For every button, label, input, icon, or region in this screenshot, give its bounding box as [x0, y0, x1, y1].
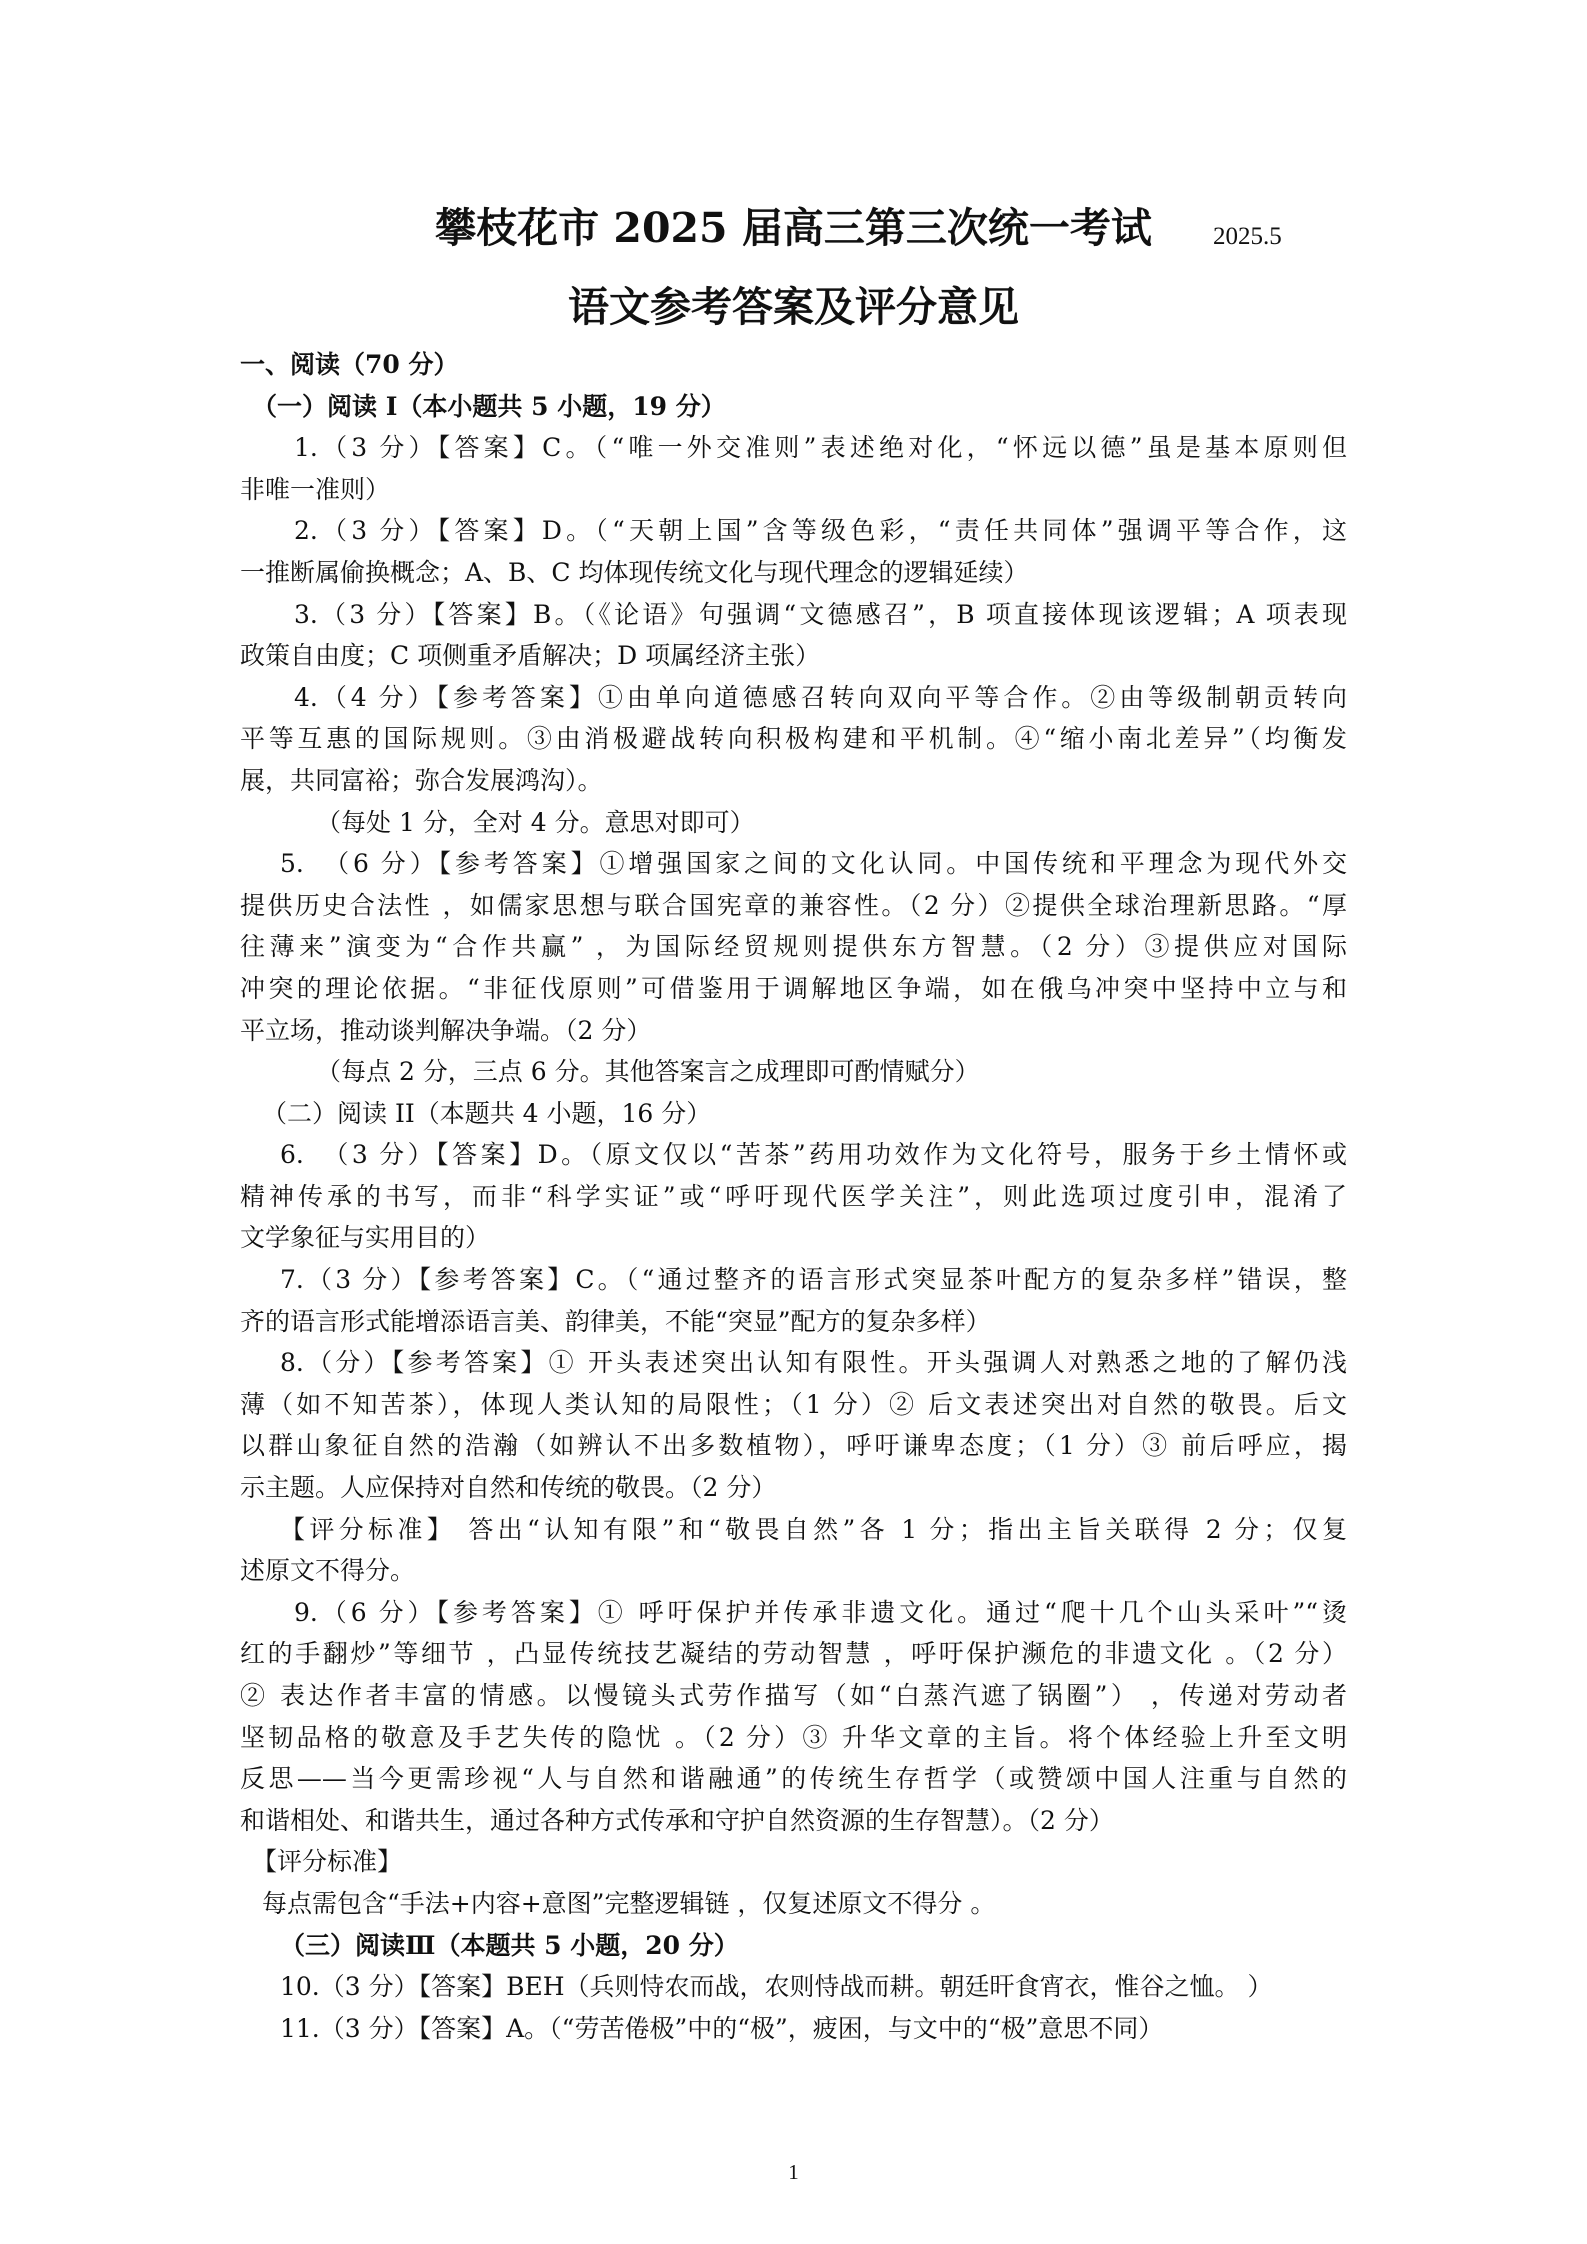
answer-line: 4.（4 分）【参考答案】①由单向道德感召转向双向平等合作。②由等级制朝贡转向 [294, 682, 1347, 712]
answer-line: 精神传承的书写，而非“科学实证”或“呼吁现代医学关注”，则此选项过度引申，混淆了 [240, 1181, 1347, 1211]
answer-line: 提供历史合法性 ，如儒家思想与联合国宪章的兼容性。（2 分）②提供全球治理新思路。“厚 [240, 890, 1347, 920]
subsection-heading-reading-3: （三）阅读Ⅲ（本题共 5 小题，20 分） [280, 1930, 739, 1960]
answer-line: 一推断属偷换概念；A、B、C 均体现传统文化与现代理念的逻辑延续） [240, 557, 1029, 587]
answer-line: 3.（3 分）【答案】B。（《论语》句强调“文德感召”，B 项直接体现该逻辑；A 项表现 [294, 599, 1347, 629]
answer-line: 示主题。人应保持对自然和传统的敬畏。（2 分） [240, 1473, 777, 1503]
answer-line: 8.（分）【参考答案】① 开头表述突出认知有限性。开头强调人对熟悉之地的了解仍浅 [280, 1348, 1347, 1378]
answer-line: 6. （3 分）【答案】D。（原文仅以“苦茶”药用功效作为文化符号，服务于乡土情怀或 [280, 1140, 1347, 1170]
answer-line: 10.（3 分）【答案】BEH（兵则恃农而战，农则恃战而耕。朝廷旰食宵衣，惟谷之恤。 ） [280, 1972, 1273, 2002]
answer-line: 7.（3 分）【参考答案】C。（“通过整齐的语言形式突显茶叶配方的复杂多样”错误，整 [280, 1265, 1347, 1295]
subsection-heading-reading-1: （一）阅读 I（本小题共 5 小题，19 分） [252, 391, 726, 421]
answer-line: 5. （6 分）【参考答案】①增强国家之间的文化认同。中国传统和平理念为现代外交 [280, 849, 1347, 879]
scoring-note: （每点 2 分，三点 6 分。其他答案言之成理即可酌情赋分） [316, 1057, 980, 1087]
answer-line: 坚韧品格的敬意及手艺失传的隐忧 。（2 分）③ 升华文章的主旨。将个体经验上升至文明 [240, 1722, 1347, 1752]
answer-line: 平立场，推动谈判解决争端。（2 分） [240, 1015, 652, 1045]
answer-line: 政策自由度；C 项侧重矛盾解决；D 项属经济主张） [240, 641, 821, 671]
page-number: 1 [788, 2160, 799, 2184]
answer-line: 以群山象征自然的浩瀚（如辨认不出多数植物），呼吁谦卑态度；（1 分）③ 前后呼应，揭 [240, 1431, 1347, 1461]
answer-line: 冲突的理论依据。“非征伐原则”可借鉴用于调解地区争端，如在俄乌冲突中坚持中立与和 [240, 973, 1347, 1003]
scoring-note: （每处 1 分，全对 4 分。意思对即可） [316, 807, 755, 837]
scoring-standard-heading: 【评分标准】 [252, 1847, 403, 1877]
answer-line: 9.（6 分）【参考答案】① 呼吁保护并传承非遗文化。通过“爬十几个山头采叶”“烫 [294, 1597, 1347, 1627]
answer-line: ② 表达作者丰富的情感。以慢镜头式劳作描写（如“白蒸汽遮了锅圈”） ，传递对劳动者 [240, 1681, 1347, 1710]
scoring-standard: 每点需包含“手法+内容+意图”完整逻辑链 ，仅复述原文不得分 。 [262, 1888, 996, 1918]
answer-content [240, 344, 1347, 2049]
answer-line: 薄（如不知苦茶），体现人类认知的局限性；（1 分）② 后文表述突出对自然的敬畏。后文 [240, 1389, 1347, 1419]
section-heading-reading: 一、阅读（70 分） [240, 350, 459, 379]
answer-line: 反思——当今更需珍视“人与自然和谐融通”的传统生存哲学（或赞颂中国人注重与自然的 [240, 1764, 1347, 1794]
answer-line: 往薄来”演变为“合作共赢” ，为国际经贸规则提供东方智慧。（2 分）③提供应对国际 [240, 932, 1347, 962]
answer-line: 平等互惠的国际规则。③由消极避战转向积极构建和平机制。④“缩小南北差异”（均衡发 [240, 724, 1347, 754]
answer-line: 1.（3 分）【答案】C。（“唯一外交准则”表述绝对化，“怀远以德”虽是基本原则但 [294, 433, 1347, 463]
answer-line: 展，共同富裕；弥合发展鸿沟）。 [240, 765, 603, 795]
answer-line: 11.（3 分）【答案】A。（“劳苦倦极”中的“极”，疲困，与文中的“极”意思不同） [280, 2013, 1164, 2043]
exam-title: 攀枝花市 2025 届高三第三次统一考试 [435, 204, 1152, 252]
document-subtitle: 语文参考答案及评分意见 [568, 283, 1019, 331]
scoring-standard: 【评分标准】 答出“认知有限”和“敬畏自然”各 1 分；指出主旨关联得 2 分；仅复 [280, 1514, 1347, 1544]
answer-line: 述原文不得分。 [240, 1556, 416, 1586]
exam-date: 2025.5 [1213, 223, 1282, 250]
answer-line: 2.（3 分）【答案】D。（“天朝上国”含等级色彩，“责任共同体”强调平等合作，这 [294, 516, 1347, 546]
answer-line: 非唯一准则） [240, 474, 391, 504]
answer-line: 红的手翻炒”等细节 ，凸显传统技艺凝结的劳动智慧 ，呼吁保护濒危的非遗文化 。（2 分） [240, 1639, 1347, 1669]
answer-line: 齐的语言形式能增添语言美、韵律美，不能“突显”配方的复杂多样） [240, 1306, 991, 1336]
answer-line: 文学象征与实用目的） [240, 1223, 491, 1253]
subsection-heading-reading-2: （二）阅读 II（本题共 4 小题，16 分） [262, 1098, 712, 1128]
answer-line: 和谐相处、和谐共生，通过各种方式传承和守护自然资源的生存智慧）。（2 分） [240, 1805, 1114, 1835]
